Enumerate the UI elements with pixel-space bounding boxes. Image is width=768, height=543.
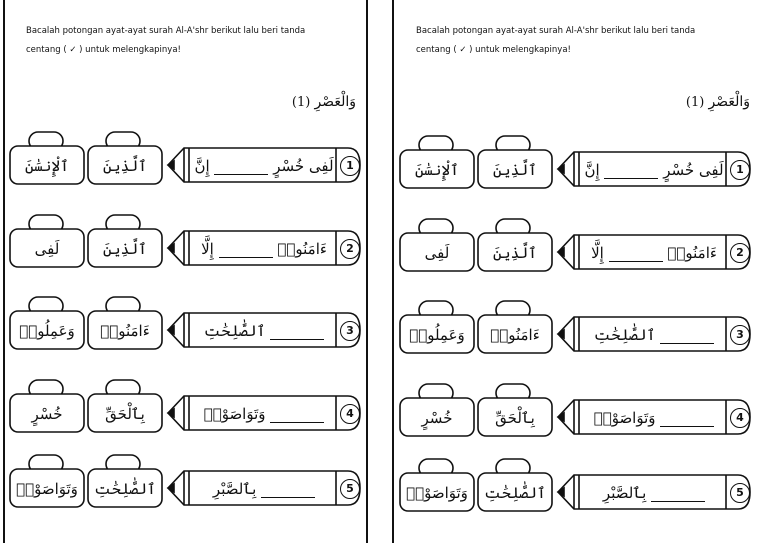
exercise-row	[396, 299, 758, 359]
verse-fragment	[580, 156, 728, 184]
verse-number: 5	[730, 483, 750, 503]
word-option-1: ٱلْإِنسَٰنَ	[25, 157, 69, 175]
pencil-tip	[168, 326, 174, 334]
word-option-2: ءَامَنُوا۟	[100, 322, 150, 340]
verse-number: 2	[340, 239, 360, 259]
surah-heading	[686, 94, 750, 110]
surah-heading	[292, 94, 356, 110]
exercise-row	[396, 134, 758, 194]
verse-right-text: ٱلصَّٰلِحَٰتِ	[593, 326, 656, 344]
verse-fragment	[190, 475, 338, 503]
exercise-row	[6, 213, 368, 273]
exercise-row	[396, 457, 758, 517]
exercise-row	[6, 378, 368, 438]
center-divider-right	[392, 0, 394, 543]
verse-number: 3	[340, 321, 360, 341]
heading-arabic: وَالْعَصْرِ	[314, 94, 356, 110]
heading-number: (1)	[685, 95, 705, 110]
word-option-1: وَتَوَاصَوْا۟	[406, 484, 468, 502]
heading-arabic: وَالْعَصْرِ	[708, 94, 750, 110]
exercise-row	[6, 453, 368, 513]
verse-fragment	[580, 479, 728, 507]
instruction-text	[26, 22, 356, 60]
verse-number: 1	[730, 160, 750, 180]
verse-fragment	[190, 152, 338, 180]
worksheet-right	[396, 0, 762, 543]
exercise-row	[6, 295, 368, 355]
verse-blank[interactable]	[261, 483, 315, 498]
word-option-1: وَتَوَاصَوْا۟	[16, 480, 78, 498]
word-option-1: ٱلْإِنسَٰنَ	[415, 161, 459, 179]
verse-blank[interactable]	[660, 412, 714, 427]
verse-number: 1	[340, 156, 360, 176]
word-option-2: ٱلصَّٰلِحَٰتِ	[94, 480, 156, 498]
verse-left-text: لَفِى خُسْرٍ	[663, 161, 724, 179]
word-option-1: وَعَمِلُوا۟	[409, 326, 465, 344]
exercise-row	[396, 382, 758, 442]
verse-number: 4	[730, 408, 750, 428]
verse-blank[interactable]	[660, 329, 714, 344]
word-option-1: خُسْرٍ	[421, 409, 453, 427]
verse-blank[interactable]	[609, 247, 663, 262]
verse-right-text: ٱلصَّٰلِحَٰتِ	[203, 322, 266, 340]
left-border-line	[3, 0, 5, 543]
verse-blank[interactable]	[270, 408, 324, 423]
word-option-2: ٱلَّذِينَ	[493, 244, 537, 262]
verse-right-text: إِلَّا	[591, 244, 604, 262]
verse-number: 2	[730, 243, 750, 263]
word-option-1: وَعَمِلُوا۟	[19, 322, 75, 340]
word-option-2: ٱلصَّٰلِحَٰتِ	[484, 484, 546, 502]
verse-number: 3	[730, 325, 750, 345]
verse-left-text: ءَامَنُوا۟	[667, 244, 717, 262]
verse-left-text: لَفِى خُسْرٍ	[273, 157, 334, 175]
word-option-2: بِٱلْحَقِّ	[495, 409, 535, 427]
verse-right-text: إِنَّ	[584, 161, 600, 179]
word-option-1: لَفِى	[34, 240, 60, 258]
verse-right-text: إِلَّا	[201, 240, 214, 258]
verse-fragment	[190, 400, 338, 428]
pencil-tip	[168, 409, 174, 417]
verse-fragment	[580, 404, 728, 432]
word-option-2: ٱلَّذِينَ	[103, 157, 147, 175]
pencil-tip	[168, 484, 174, 492]
pencil-tip	[558, 165, 564, 173]
verse-right-text: بِٱلصَّبْرِ	[602, 484, 647, 502]
verse-right-text: وَتَوَاصَوْا۟	[203, 405, 266, 423]
word-option-2: بِٱلْحَقِّ	[105, 405, 145, 423]
verse-blank[interactable]	[214, 160, 268, 175]
word-option-1: خُسْرٍ	[31, 405, 63, 423]
exercise-row	[396, 217, 758, 277]
pencil-tip	[558, 488, 564, 496]
exercise-row	[6, 130, 368, 190]
verse-right-text: وَتَوَاصَوْا۟	[593, 409, 656, 427]
verse-blank[interactable]	[270, 325, 324, 340]
pencil-tip	[168, 161, 174, 169]
verse-blank[interactable]	[219, 243, 273, 258]
verse-right-text: بِٱلصَّبْرِ	[212, 480, 257, 498]
pencil-tip	[168, 244, 174, 252]
instruction-line-2: centang ( ✓ ) untuk melengkapinya!	[26, 45, 181, 55]
word-option-2: ءَامَنُوا۟	[490, 326, 540, 344]
verse-number: 4	[340, 404, 360, 424]
pencil-tip	[558, 330, 564, 338]
verse-blank[interactable]	[651, 487, 705, 502]
instruction-line-2: centang ( ✓ ) untuk melengkapinya!	[416, 45, 571, 55]
instruction-text	[416, 22, 746, 60]
word-option-1: لَفِى	[424, 244, 450, 262]
pencil-tip	[558, 248, 564, 256]
verse-blank[interactable]	[604, 164, 658, 179]
word-option-2: ٱلَّذِينَ	[103, 240, 147, 258]
verse-fragment	[580, 239, 728, 267]
heading-number: (1)	[291, 95, 311, 110]
verse-left-text: ءَامَنُوا۟	[277, 240, 327, 258]
word-option-2: ٱلَّذِينَ	[493, 161, 537, 179]
instruction-line-1: Bacalah potongan ayat-ayat surah Al-A'shr berikut lalu beri tanda	[416, 26, 696, 36]
instruction-line-1: Bacalah potongan ayat-ayat surah Al-A'shr berikut lalu beri tanda	[26, 26, 306, 36]
verse-right-text: إِنَّ	[194, 157, 210, 175]
verse-number: 5	[340, 479, 360, 499]
verse-fragment	[580, 321, 728, 349]
worksheet-left	[6, 0, 368, 543]
pencil-tip	[558, 413, 564, 421]
verse-fragment	[190, 235, 338, 263]
verse-fragment	[190, 317, 338, 345]
